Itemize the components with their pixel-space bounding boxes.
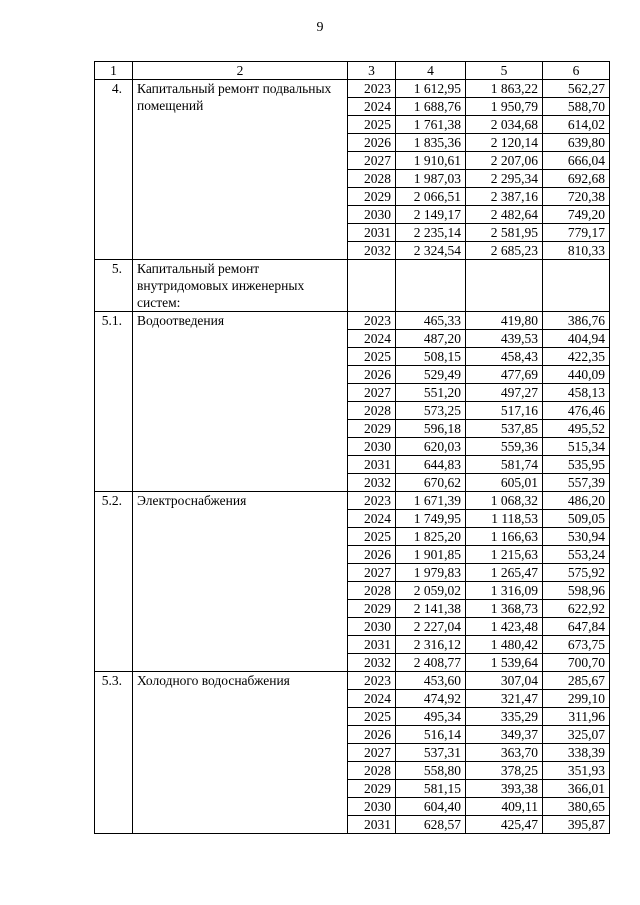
value-cell-col6: 535,95 xyxy=(543,456,610,474)
year-cell: 2025 xyxy=(348,116,396,134)
value-cell-col5: 1 368,73 xyxy=(466,600,543,618)
value-cell-col5: 559,36 xyxy=(466,438,543,456)
year-cell: 2024 xyxy=(348,510,396,528)
column-header: 2 xyxy=(133,62,348,80)
value-cell-col4: 2 227,04 xyxy=(396,618,466,636)
value-cell-col4: 1 910,61 xyxy=(396,152,466,170)
value-cell-col5: 2 120,14 xyxy=(466,134,543,152)
repair-cost-table xyxy=(94,61,610,834)
value-cell-col5: 477,69 xyxy=(466,366,543,384)
column-header: 1 xyxy=(95,62,133,80)
section-number: 5. xyxy=(95,260,133,312)
value-cell-col6: 285,67 xyxy=(543,672,610,690)
value-cell-col5: 1 863,22 xyxy=(466,80,543,98)
value-cell-col6: 622,92 xyxy=(543,600,610,618)
value-cell-col4: 453,60 xyxy=(396,672,466,690)
year-cell: 2028 xyxy=(348,170,396,188)
value-cell-col4: 516,14 xyxy=(396,726,466,744)
year-cell: 2027 xyxy=(348,744,396,762)
year-cell: 2029 xyxy=(348,420,396,438)
value-cell-col4: 596,18 xyxy=(396,420,466,438)
year-cell: 2023 xyxy=(348,80,396,98)
section-number: 5.2. xyxy=(95,492,133,672)
value-cell-col6: 422,35 xyxy=(543,348,610,366)
value-cell-col4: 487,20 xyxy=(396,330,466,348)
page-number: 9 xyxy=(316,20,324,35)
year-cell: 2031 xyxy=(348,636,396,654)
year-cell: 2024 xyxy=(348,690,396,708)
value-cell-col6: 311,96 xyxy=(543,708,610,726)
value-cell-col4: 620,03 xyxy=(396,438,466,456)
value-cell-col5: 1 423,48 xyxy=(466,618,543,636)
value-cell-col4: 1 987,03 xyxy=(396,170,466,188)
value-cell-col4: 1 825,20 xyxy=(396,528,466,546)
value-cell-col6: 338,39 xyxy=(543,744,610,762)
year-cell: 2023 xyxy=(348,312,396,330)
year-cell: 2031 xyxy=(348,816,396,834)
value-cell-col4: 2 316,12 xyxy=(396,636,466,654)
value-cell-col6: 779,17 xyxy=(543,224,610,242)
value-cell-col5: 605,01 xyxy=(466,474,543,492)
year-cell: 2028 xyxy=(348,582,396,600)
value-cell-col5: 378,25 xyxy=(466,762,543,780)
value-cell-col5: 419,80 xyxy=(466,312,543,330)
value-cell-col5: 393,38 xyxy=(466,780,543,798)
value-cell-col6: 749,20 xyxy=(543,206,610,224)
column-header: 4 xyxy=(396,62,466,80)
value-cell-col6: 366,01 xyxy=(543,780,610,798)
value-cell-col4: 644,83 xyxy=(396,456,466,474)
year-cell: 2027 xyxy=(348,564,396,582)
value-cell-col4: 1 901,85 xyxy=(396,546,466,564)
value-cell-col5: 497,27 xyxy=(466,384,543,402)
value-cell-col4: 529,49 xyxy=(396,366,466,384)
value-cell-col6: 562,27 xyxy=(543,80,610,98)
value-cell-col4: 537,31 xyxy=(396,744,466,762)
value-cell-col6: 495,52 xyxy=(543,420,610,438)
year-cell: 2031 xyxy=(348,224,396,242)
value-cell-col4: 2 149,17 xyxy=(396,206,466,224)
value-cell-col5: 1 480,42 xyxy=(466,636,543,654)
value-cell-col6: 810,33 xyxy=(543,242,610,260)
value-cell-col4: 2 408,77 xyxy=(396,654,466,672)
value-cell-col5: 363,70 xyxy=(466,744,543,762)
value-cell-col6: 486,20 xyxy=(543,492,610,510)
year-cell: 2030 xyxy=(348,618,396,636)
value-cell-col6: 557,39 xyxy=(543,474,610,492)
value-cell-col4: 558,80 xyxy=(396,762,466,780)
value-cell-col6: 530,94 xyxy=(543,528,610,546)
value-cell-col6: 515,34 xyxy=(543,438,610,456)
value-cell-col5: 2 387,16 xyxy=(466,188,543,206)
year-cell: 2023 xyxy=(348,492,396,510)
value-cell-col4: 474,92 xyxy=(396,690,466,708)
year-cell: 2032 xyxy=(348,242,396,260)
value-cell-col6: 692,68 xyxy=(543,170,610,188)
value-cell-col5: 1 166,63 xyxy=(466,528,543,546)
value-cell-col5: 1 265,47 xyxy=(466,564,543,582)
table-body xyxy=(95,80,610,834)
year-cell: 2023 xyxy=(348,672,396,690)
value-cell-col6: 351,93 xyxy=(543,762,610,780)
year-cell: 2024 xyxy=(348,98,396,116)
value-cell-col5: 1 068,32 xyxy=(466,492,543,510)
table-row xyxy=(95,492,610,510)
value-cell-col6: 720,38 xyxy=(543,188,610,206)
value-cell-col4: 1 761,38 xyxy=(396,116,466,134)
value-cell-col5: 439,53 xyxy=(466,330,543,348)
value-cell-col4: 1 688,76 xyxy=(396,98,466,116)
value-cell-col5: 537,85 xyxy=(466,420,543,438)
year-cell: 2032 xyxy=(348,654,396,672)
value-cell-col4: 2 141,38 xyxy=(396,600,466,618)
value-cell-col6: 325,07 xyxy=(543,726,610,744)
empty-cell xyxy=(466,260,543,312)
year-cell: 2026 xyxy=(348,366,396,384)
value-cell-col6: 575,92 xyxy=(543,564,610,582)
value-cell-col4: 1 612,95 xyxy=(396,80,466,98)
table-row xyxy=(95,260,610,312)
value-cell-col5: 2 295,34 xyxy=(466,170,543,188)
value-cell-col5: 2 482,64 xyxy=(466,206,543,224)
column-header: 3 xyxy=(348,62,396,80)
value-cell-col4: 573,25 xyxy=(396,402,466,420)
value-cell-col5: 1 539,64 xyxy=(466,654,543,672)
year-cell: 2027 xyxy=(348,384,396,402)
value-cell-col5: 1 215,63 xyxy=(466,546,543,564)
value-cell-col4: 1 835,36 xyxy=(396,134,466,152)
empty-cell xyxy=(348,260,396,312)
value-cell-col6: 395,87 xyxy=(543,816,610,834)
value-cell-col5: 458,43 xyxy=(466,348,543,366)
value-cell-col5: 1 118,53 xyxy=(466,510,543,528)
value-cell-col6: 598,96 xyxy=(543,582,610,600)
value-cell-col5: 349,37 xyxy=(466,726,543,744)
value-cell-col6: 458,13 xyxy=(543,384,610,402)
year-cell: 2031 xyxy=(348,456,396,474)
year-cell: 2026 xyxy=(348,546,396,564)
value-cell-col4: 465,33 xyxy=(396,312,466,330)
section-number: 5.3. xyxy=(95,672,133,834)
value-cell-col6: 299,10 xyxy=(543,690,610,708)
value-cell-col6: 614,02 xyxy=(543,116,610,134)
section-title: Водоотведения xyxy=(133,312,348,492)
value-cell-col4: 2 066,51 xyxy=(396,188,466,206)
value-cell-col4: 628,57 xyxy=(396,816,466,834)
value-cell-col6: 440,09 xyxy=(543,366,610,384)
year-cell: 2029 xyxy=(348,780,396,798)
value-cell-col5: 425,47 xyxy=(466,816,543,834)
year-cell: 2029 xyxy=(348,188,396,206)
value-cell-col4: 670,62 xyxy=(396,474,466,492)
section-number: 5.1. xyxy=(95,312,133,492)
year-cell: 2029 xyxy=(348,600,396,618)
value-cell-col4: 2 324,54 xyxy=(396,242,466,260)
value-cell-col4: 508,15 xyxy=(396,348,466,366)
value-cell-col4: 604,40 xyxy=(396,798,466,816)
year-cell: 2027 xyxy=(348,152,396,170)
column-header: 6 xyxy=(543,62,610,80)
value-cell-col5: 1 950,79 xyxy=(466,98,543,116)
value-cell-col6: 380,65 xyxy=(543,798,610,816)
section-title: Капитальный ремонт внутридомовых инженерных систем: xyxy=(133,260,348,312)
value-cell-col6: 476,46 xyxy=(543,402,610,420)
empty-cell xyxy=(396,260,466,312)
table-row xyxy=(95,672,610,690)
value-cell-col4: 581,15 xyxy=(396,780,466,798)
value-cell-col5: 1 316,09 xyxy=(466,582,543,600)
value-cell-col6: 666,04 xyxy=(543,152,610,170)
section-title: Капитальный ремонт подвальных помещений xyxy=(133,80,348,260)
value-cell-col4: 2 235,14 xyxy=(396,224,466,242)
value-cell-col5: 321,47 xyxy=(466,690,543,708)
year-cell: 2030 xyxy=(348,438,396,456)
year-cell: 2030 xyxy=(348,206,396,224)
year-cell: 2025 xyxy=(348,708,396,726)
value-cell-col6: 700,70 xyxy=(543,654,610,672)
value-cell-col6: 647,84 xyxy=(543,618,610,636)
year-cell: 2024 xyxy=(348,330,396,348)
value-cell-col5: 2 207,06 xyxy=(466,152,543,170)
section-number: 4. xyxy=(95,80,133,260)
value-cell-col6: 404,94 xyxy=(543,330,610,348)
value-cell-col6: 509,05 xyxy=(543,510,610,528)
value-cell-col5: 2 581,95 xyxy=(466,224,543,242)
value-cell-col5: 335,29 xyxy=(466,708,543,726)
value-cell-col6: 386,76 xyxy=(543,312,610,330)
value-cell-col6: 673,75 xyxy=(543,636,610,654)
table-row xyxy=(95,312,610,330)
year-cell: 2026 xyxy=(348,726,396,744)
value-cell-col6: 588,70 xyxy=(543,98,610,116)
value-cell-col6: 639,80 xyxy=(543,134,610,152)
year-cell: 2026 xyxy=(348,134,396,152)
year-cell: 2025 xyxy=(348,348,396,366)
table-row xyxy=(95,80,610,98)
year-cell: 2025 xyxy=(348,528,396,546)
value-cell-col5: 2 034,68 xyxy=(466,116,543,134)
year-cell: 2028 xyxy=(348,402,396,420)
value-cell-col5: 517,16 xyxy=(466,402,543,420)
value-cell-col4: 1 979,83 xyxy=(396,564,466,582)
header-row xyxy=(95,62,610,80)
empty-cell xyxy=(543,260,610,312)
value-cell-col6: 553,24 xyxy=(543,546,610,564)
value-cell-col4: 1 671,39 xyxy=(396,492,466,510)
value-cell-col4: 2 059,02 xyxy=(396,582,466,600)
year-cell: 2030 xyxy=(348,798,396,816)
value-cell-col5: 2 685,23 xyxy=(466,242,543,260)
value-cell-col4: 551,20 xyxy=(396,384,466,402)
year-cell: 2032 xyxy=(348,474,396,492)
value-cell-col4: 1 749,95 xyxy=(396,510,466,528)
value-cell-col5: 409,11 xyxy=(466,798,543,816)
value-cell-col5: 581,74 xyxy=(466,456,543,474)
value-cell-col5: 307,04 xyxy=(466,672,543,690)
value-cell-col4: 495,34 xyxy=(396,708,466,726)
year-cell: 2028 xyxy=(348,762,396,780)
section-title: Электроснабжения xyxy=(133,492,348,672)
section-title: Холодного водоснабжения xyxy=(133,672,348,834)
column-header: 5 xyxy=(466,62,543,80)
